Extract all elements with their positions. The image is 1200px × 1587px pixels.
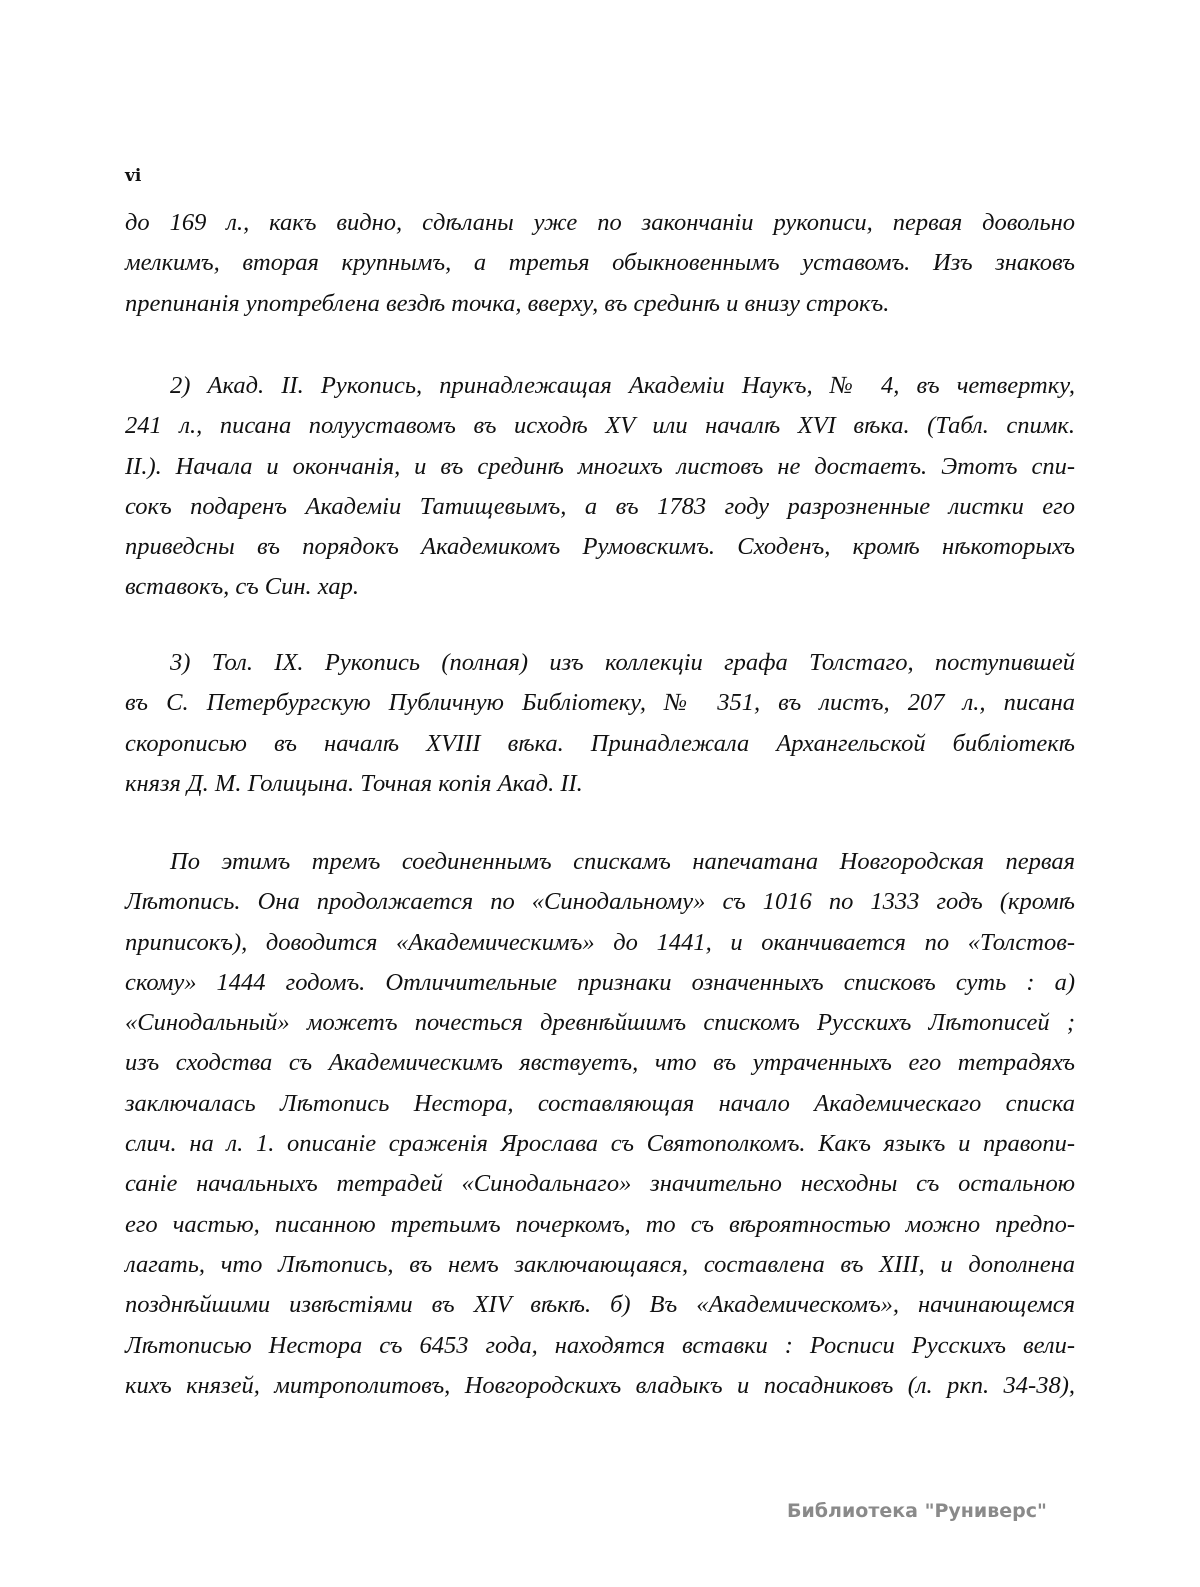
text-line: II.). Начала и окончанія, и въ срединѣ многихъ листовъ не достаетъ. Этотъ спи- xyxy=(125,452,1075,480)
text-line: скому» 1444 годомъ. Отличительные признаки означенныхъ списковъ суть : а) xyxy=(125,968,1075,996)
text-line: въ С. Петербургскую Публичную Библіотеку, № 351, въ листъ, 207 л., писана xyxy=(125,689,1075,717)
text-line: слич. на л. 1. описаніе сраженія Ярослава съ Святополкомъ. Какъ языкъ и правопи- xyxy=(125,1130,1075,1158)
paragraph-3 xyxy=(125,643,1075,804)
text-line: 3) Тол. IX. Рукопись (полная) изъ коллекціи графа Толстаго, поступившей xyxy=(170,649,1075,676)
text-line: до 169 л., какъ видно, сдѣланы уже по закончаніи рукописи, первая довольно xyxy=(125,209,1075,236)
library-watermark: Библиотека "Руниверс" xyxy=(787,1500,1047,1522)
text-line: князя Д. М. Голицына. Точная копія Акад. II. xyxy=(125,769,583,797)
text-line: Лѣтопись. Она продолжается по «Синодальному» съ 1016 по 1333 годъ (кромѣ xyxy=(125,888,1075,916)
text-line: приведсны въ порядокъ Академикомъ Румовскимъ. Сходенъ, кромѣ нѣкоторыхъ xyxy=(125,533,1075,561)
text-line: «Синодальный» можетъ почесться древнѣйшимъ спискомъ Русскихъ Лѣтописей ; xyxy=(125,1009,1075,1037)
text-line: 241 л., писана полууставомъ въ исходѣ XV или началѣ XVI вѣка. (Табл. спимк. xyxy=(125,412,1075,440)
text-line: позднѣйшими извѣстіями въ XIV вѣкѣ. б) Въ «Академическомъ», начинающемся xyxy=(125,1291,1075,1319)
text-line: приписокъ), доводится «Академическимъ» до 1441, и оканчивается по «Толстов- xyxy=(125,928,1075,956)
text-line: По этимъ тремъ соединеннымъ спискамъ напечатана Новгородская первая xyxy=(170,848,1075,875)
text-line: изъ сходства съ Академическимъ явствуетъ, что въ утраченныхъ его тетрадяхъ xyxy=(125,1049,1075,1077)
text-line: сокъ подаренъ Академіи Татищевымъ, а въ 1783 году разрозненные листки его xyxy=(125,492,1075,520)
text-line: препинанія употреблена вездѣ точка, вверху, въ срединѣ и внизу строкъ. xyxy=(125,289,890,317)
text-line: заключалась Лѣтопись Нестора, составляющая начало Академическаго списка xyxy=(125,1089,1075,1117)
text-line: кихъ князей, митрополитовъ, Новгородскихъ владыкъ и посадниковъ (л. ркп. 34-38), xyxy=(125,1371,1075,1399)
text-line: вставокъ, съ Син. хар. xyxy=(125,573,359,601)
paragraph-1 xyxy=(125,203,1075,324)
text-line: 2) Акад. II. Рукопись, принадлежащая Академіи Наукъ, № 4, въ четвертку, xyxy=(170,372,1075,399)
text-line: мелкимъ, вторая крупнымъ, а третья обыкновеннымъ уставомъ. Изъ знаковъ xyxy=(125,249,1075,277)
paragraph-2 xyxy=(125,366,1075,608)
text-line: Лѣтописью Нестора съ 6453 года, находятся вставки : Росписи Русскихъ вели- xyxy=(125,1331,1075,1359)
text-line: саніе начальныхъ тетрадей «Синодальнаго» значительно несходны съ остальною xyxy=(125,1170,1075,1198)
text-line: лагать, что Лѣтопись, въ немъ заключающаяся, составлена въ XIII, и дополнена xyxy=(125,1250,1075,1278)
paragraph-4 xyxy=(125,842,1075,1406)
text-line: скорописью въ началѣ XVIII вѣка. Принадлежала Архангельской библіотекѣ xyxy=(125,729,1075,757)
text-line: его частью, писанною третьимъ почеркомъ, то съ вѣроятностью можно предпо- xyxy=(125,1210,1075,1238)
page-number: vi xyxy=(125,166,142,186)
